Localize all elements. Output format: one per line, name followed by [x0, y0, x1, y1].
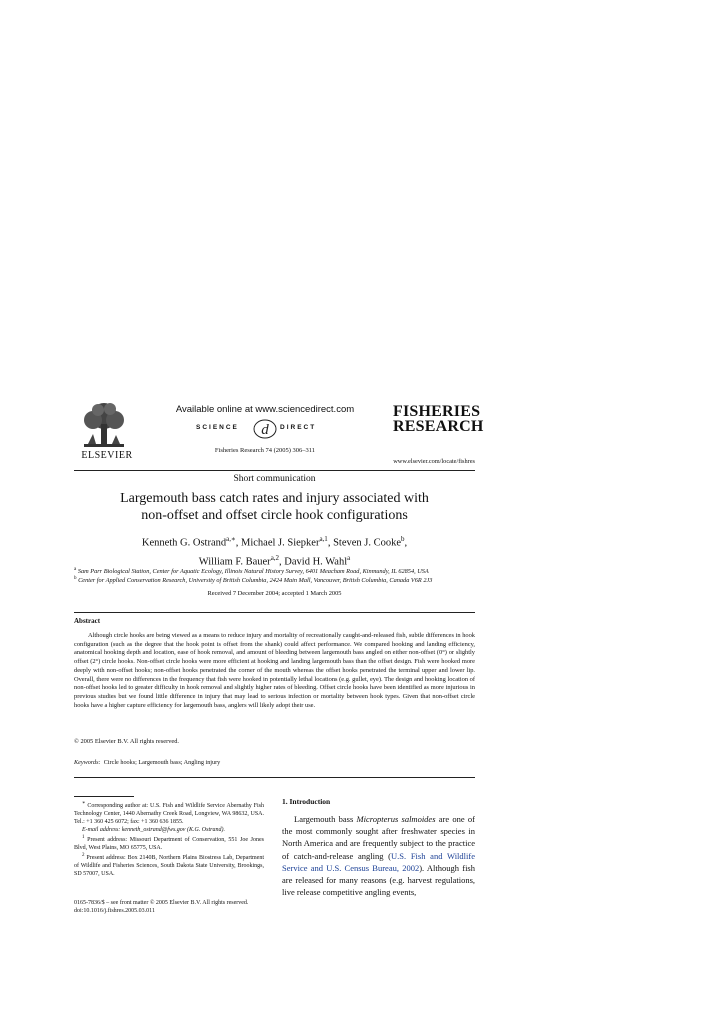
journal-url[interactable]: www.elsevier.com/locate/fishres [393, 458, 475, 465]
keywords-list: Circle hooks; Largemouth bass; Angling injury [103, 759, 221, 766]
doi-line[interactable]: doi:10.1016/j.fishres.2005.03.011 [74, 908, 155, 914]
author-sup: a,2 [270, 553, 280, 562]
author-sup: a,∗ [226, 535, 236, 543]
footnote [74, 826, 264, 834]
affiliation-mark: a [74, 567, 77, 572]
footnote [74, 834, 264, 852]
footnotes [74, 800, 264, 878]
author-sup: b [401, 535, 405, 543]
footnote-text[interactable]: E-mail address: kenneth_ostrand@fws.gov (K.G. Ostrand). [82, 827, 225, 833]
front-matter [74, 899, 274, 915]
journal-logo-line2: RESEARCH [393, 418, 484, 435]
journal-logo-line1: FISHERIES [393, 403, 481, 420]
received-dates: Received 7 December 2004; accepted 1 March 2005 [207, 590, 342, 597]
abstract-text: Although circle hooks are being viewed as a means to reduce injury and mortality of recreationally caught-and-released fish, subtle differences in hook configuration (such as the degree that the hook point is offset from the shank) could affect performance. We compared hooking and landing efficiency, anatomical hooking depth and location, ease of hook removal, and amount of bleeding between largemouth bass angled on either non-offset (0°) or slightly offset (2°) circle hooks. Non-offset circle hooks were more efficient at hooking and landing largemouth bass than the offset design. Fish were hooked more deeply with non-offset hooks; non-offset hooks penetrated the corner of the mouth whereas the offset hooks penetrated the terminal upper and lower lip. Overall, there were no differences in the frequency that fish were hooked in potentially lethal locations (e.g. gullet, eye). The design and hooking location of non-offset hooks led to greater difficulty in hook removal and slightly higher rates of bleeding. Offset circle hooks have been identified as more injurious in previous studies but we found little difference in injury that may lead to serious infection or mortality between hook types. Given that non-offset circle hooks have a higher capture efficiency for largemouth bass, anglers will likely adopt their use. [74, 632, 475, 709]
footnote-text: Present address: Missouri Department of Conservation, 551 Joe Jones Blvd, West Plains, MO 65775, USA. [74, 837, 265, 851]
intro-text-run: are one of the most commonly sought after freshwater species in North America and are frequently subject to the practice of catch-and-release angling ( [282, 814, 476, 861]
affiliation-text: Sam Parr Biological Station, Center for Aquatic Ecology, Illinois Natural History Survey, 6401 Meacham Road, Kinmundy, IL 62854, USA [77, 568, 429, 576]
footnote-mark: 2 [82, 853, 85, 858]
intro-text-run: ). Although fish are released for many reasons (e.g. harvest regulations, live release competitive angling events, [282, 862, 475, 898]
affiliation-mark: b [74, 576, 77, 581]
author-sep: , [279, 556, 285, 567]
affiliation-text: Center for Applied Conservation Research, University of British Columbia, 2424 Main Mall, Vancouver, British Columbia, Canada V6R 2J3 [78, 577, 433, 585]
species-name: Micropterus salmoides [356, 814, 436, 824]
article-type: Short communication [233, 474, 316, 484]
article-title [74, 490, 475, 524]
author-sep: , [235, 537, 242, 549]
author-sup: a,1 [319, 535, 328, 543]
footnote-text: Corresponding author at: U.S. Fish and Wildlife Service Abernathy Fish Technology Center, 1440 Abernathy Creek Road, Longview, WA 98632, USA. Tel.: +1 360 425 6072; fax: +1 360 636 1855. [74, 803, 264, 825]
intro-text-run: Largemouth bass [294, 814, 357, 824]
footnote-mark: 1 [82, 835, 85, 840]
section-heading: 1. Introduction [282, 797, 331, 806]
available-online-text: Available online at www.sciencedirect.com [175, 404, 355, 415]
affiliation [74, 575, 475, 585]
abstract-rule [74, 612, 475, 613]
footnote-rule [74, 796, 134, 797]
author-sep: , [327, 537, 334, 549]
sciencedirect-left: SCIENCE [196, 424, 239, 431]
author-sup: a [347, 553, 351, 562]
abstract-heading: Abstract [74, 617, 101, 625]
sciencedirect-logo [196, 418, 336, 440]
author-list [74, 532, 475, 569]
journal-citation: Fisheries Research 74 (2005) 306–311 [214, 447, 316, 454]
keywords-rule [74, 777, 475, 778]
header-rule [74, 470, 475, 471]
footnote-text: Present address: Box 2140B, Northern Plains Biostress Lab, Department of Wildlife and Fisheries Sciences, South Dakota State University, Brookings, SD 57007, USA. [74, 855, 265, 877]
journal-logo [393, 403, 484, 435]
author-sep: , [404, 537, 408, 549]
issn-line: 0165-7836/$ – see front matter © 2005 Elsevier B.V. All rights reserved. [74, 900, 249, 906]
citation-link[interactable]: U.S. Fish and Wildlife Service and U.S. Census Bureau, 2002 [282, 850, 475, 873]
author-name: William F. Bauer [198, 556, 271, 567]
footnote-mark: ∗ [82, 801, 86, 806]
author-name: Steven J. Cooke [333, 537, 402, 549]
intro-paragraph [282, 813, 475, 898]
keywords [74, 759, 220, 766]
footnote [74, 852, 264, 878]
keywords-label: Keywords: [74, 759, 101, 766]
sciencedirect-d-icon [252, 418, 278, 440]
author-name: Kenneth G. Ostrand [141, 537, 227, 549]
sciencedirect-right: DIRECT [280, 424, 317, 431]
author-name: David H. Wahl [284, 556, 348, 567]
title-line: non-offset and offset circle hook configurations [141, 508, 408, 523]
publisher-name: ELSEVIER [81, 450, 133, 461]
author-name: Michael J. Siepker [241, 537, 320, 549]
footnote [74, 800, 264, 826]
abstract-copyright: © 2005 Elsevier B.V. All rights reserved. [74, 738, 180, 745]
svg-text:d: d [261, 422, 269, 438]
title-line: Largemouth bass catch rates and injury associated with [120, 491, 429, 506]
